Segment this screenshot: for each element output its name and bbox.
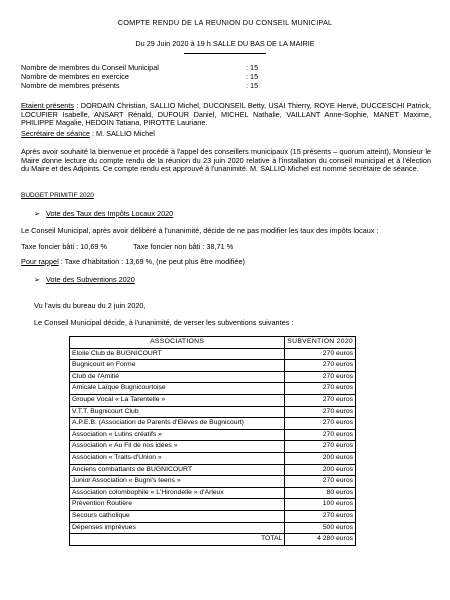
association-name: Amicale Laïque Bugnicourtoise (70, 383, 285, 395)
subsidy-amount: 270 euros (285, 348, 356, 360)
vote-taxes-heading (34, 210, 173, 219)
count-label: Nombre de membres en exercice (21, 72, 129, 81)
subsidy-amount: 270 euros (285, 360, 356, 372)
column-header-subsidy: SUBVENTION 2020 (285, 337, 356, 349)
association-name: Association « Traits-d'Union » (70, 452, 285, 464)
subsidy-amount: 200 euros (285, 452, 356, 464)
count-value: : 15 (246, 81, 259, 90)
table-row (70, 406, 356, 418)
count-row (21, 82, 431, 91)
count-value: : 15 (246, 63, 259, 72)
table-total-row (70, 534, 356, 546)
subsidy-amount: 500 euros (285, 522, 356, 534)
table-row (70, 476, 356, 488)
table-row (70, 429, 356, 441)
subsidy-amount: 270 euros (285, 476, 356, 488)
attendees-label: Etaient présents (21, 101, 75, 110)
association-name: Association « Au Fil de nos idées » (70, 441, 285, 453)
count-label: Nombre de membres du Conseil Municipal (21, 63, 159, 72)
table-row (70, 360, 356, 372)
subsidy-amount: 270 euros (285, 418, 356, 430)
table-row (70, 464, 356, 476)
arrow-bullet-icon: ➢ (34, 275, 41, 284)
count-label: Nombre de membres présents (21, 81, 120, 90)
attendees-list: : DORDAIN Christian, SALLIO Michel, DUCONSEIL Betty, USAI Thierry, ROYE Hervé, DUCCESCHI Patrick, LOCUFIER Isabelle, ANSART Rénald, DUFOUR Daniel, MICHEL Nathalie, VAILLANT Anne-Sophie, MANET Maxime, PHILIPPE Magalie, HEDOIN Tatiana, PIROTTE Lauriane. (21, 101, 431, 128)
reminder-line (21, 258, 431, 267)
subsidy-amount: 270 euros (285, 441, 356, 453)
tax-built-rate: Taxe foncier bâti : 10,69 % (21, 242, 107, 251)
association-name: Anciens combattants de BUGNICOURT (70, 464, 285, 476)
member-counts (21, 64, 431, 91)
intro-paragraph: Après avoir souhaité la bienvenue et procédé à l'appel des conseillers municipaux (15 présents – quorum atteint), Monsieur le Maire donne lecture du compte rendu de la réunion du 23 juin 2020 relative à l'installation du conseil municipal et à l'élection du Maire et des Adjoints. Ce compte rendu est approuvé à l'unanimité. M. SALLIO Michel est nommé secrétaire de séance. (21, 147, 431, 174)
association-name: Etoile Club de BUGNICOURT (70, 348, 285, 360)
association-name: A.P.E.B. (Association de Parents d'Elèves de Bugnicourt) (70, 418, 285, 430)
table-row (70, 510, 356, 522)
meeting-date: Du 29 Juin 2020 à 19 h SALLE DU BAS DE LA MAIRIE (135, 39, 315, 48)
association-name: Club de l'Amitié (70, 371, 285, 383)
tax-rates (21, 243, 431, 252)
association-name: Dépenses imprévues (70, 522, 285, 534)
vote-subsidies-label: Vote des Subventions 2020 (46, 275, 135, 284)
table-row (70, 383, 356, 395)
association-name: Secours catholique (70, 510, 285, 522)
taxes-decision: Le Conseil Municipal, après avoir délibéré à l'unanimité, décide de ne pas modifier les taux des impôts locaux : (21, 226, 379, 235)
document-title: COMPTE RENDU DE LA REUNION DU CONSEIL MUNICIPAL (117, 18, 333, 27)
count-value: : 15 (246, 72, 259, 81)
secretary-label: Secrétaire de séance (21, 129, 90, 138)
table-row (70, 441, 356, 453)
association-name: Junior Association « Bugni's teens » (70, 476, 285, 488)
table-header-row (70, 337, 356, 349)
attendees-paragraph (21, 102, 431, 128)
table-row (70, 499, 356, 511)
subsidy-amount: 270 euros (285, 429, 356, 441)
secretary-name: : M. SALLIO Michel (89, 129, 155, 138)
subsidy-amount: 270 euros (285, 394, 356, 406)
subsidy-amount: 270 euros (285, 371, 356, 383)
subsidy-amount: 80 euros (285, 487, 356, 499)
table-row (70, 348, 356, 360)
table-row (70, 394, 356, 406)
association-name: V.T.T. Bugnicourt Club (70, 406, 285, 418)
secretary-line (21, 130, 431, 139)
subsidy-amount: 100 euros (285, 499, 356, 511)
association-name: Groupe Vocal « La Tarentelle » (70, 394, 285, 406)
subsidy-amount: 270 euros (285, 406, 356, 418)
total-amount: 4 280 euros (285, 534, 356, 546)
title-underline (184, 53, 266, 54)
table-row (70, 418, 356, 430)
table-row (70, 452, 356, 464)
table-row (70, 371, 356, 383)
bureau-opinion: Vu l'avis du bureau du 2 juin 2020, (34, 301, 146, 310)
association-name: Prévention Routière (70, 499, 285, 511)
vote-subsidies-heading (34, 276, 135, 285)
total-label: TOTAL (70, 534, 285, 546)
subsidy-amount: 270 euros (285, 510, 356, 522)
arrow-bullet-icon: ➢ (34, 209, 41, 218)
subsidy-amount: 200 euros (285, 464, 356, 476)
association-name: Association « Lutins créatifs » (70, 429, 285, 441)
subsidy-amount: 270 euros (285, 383, 356, 395)
column-header-associations: ASSOCIATIONS (70, 337, 285, 349)
budget-heading: BUDGET PRIMITIF 2020 (21, 192, 94, 199)
subsidies-decision: Le Conseil Municipal décide, à l'unanimité, de verser les subventions suivantes : (34, 318, 294, 327)
reminder-label: Pour rappel (21, 257, 59, 266)
association-name: Bugnicourt en Forme (70, 360, 285, 372)
table-row (70, 522, 356, 534)
table-row (70, 487, 356, 499)
vote-taxes-label: Vote des Taux des Impôts Locaux 2020 (46, 209, 174, 218)
tax-unbuilt-rate: Taxe foncier non bâti : 38,71 % (133, 242, 234, 251)
reminder-text: : Taxe d'habitation : 13,69 %, (ne peut plus être modifiée) (58, 257, 245, 266)
subsidies-table (69, 336, 356, 546)
association-name: Association colombophile « L'Hirondelle » d'Arleux (70, 487, 285, 499)
